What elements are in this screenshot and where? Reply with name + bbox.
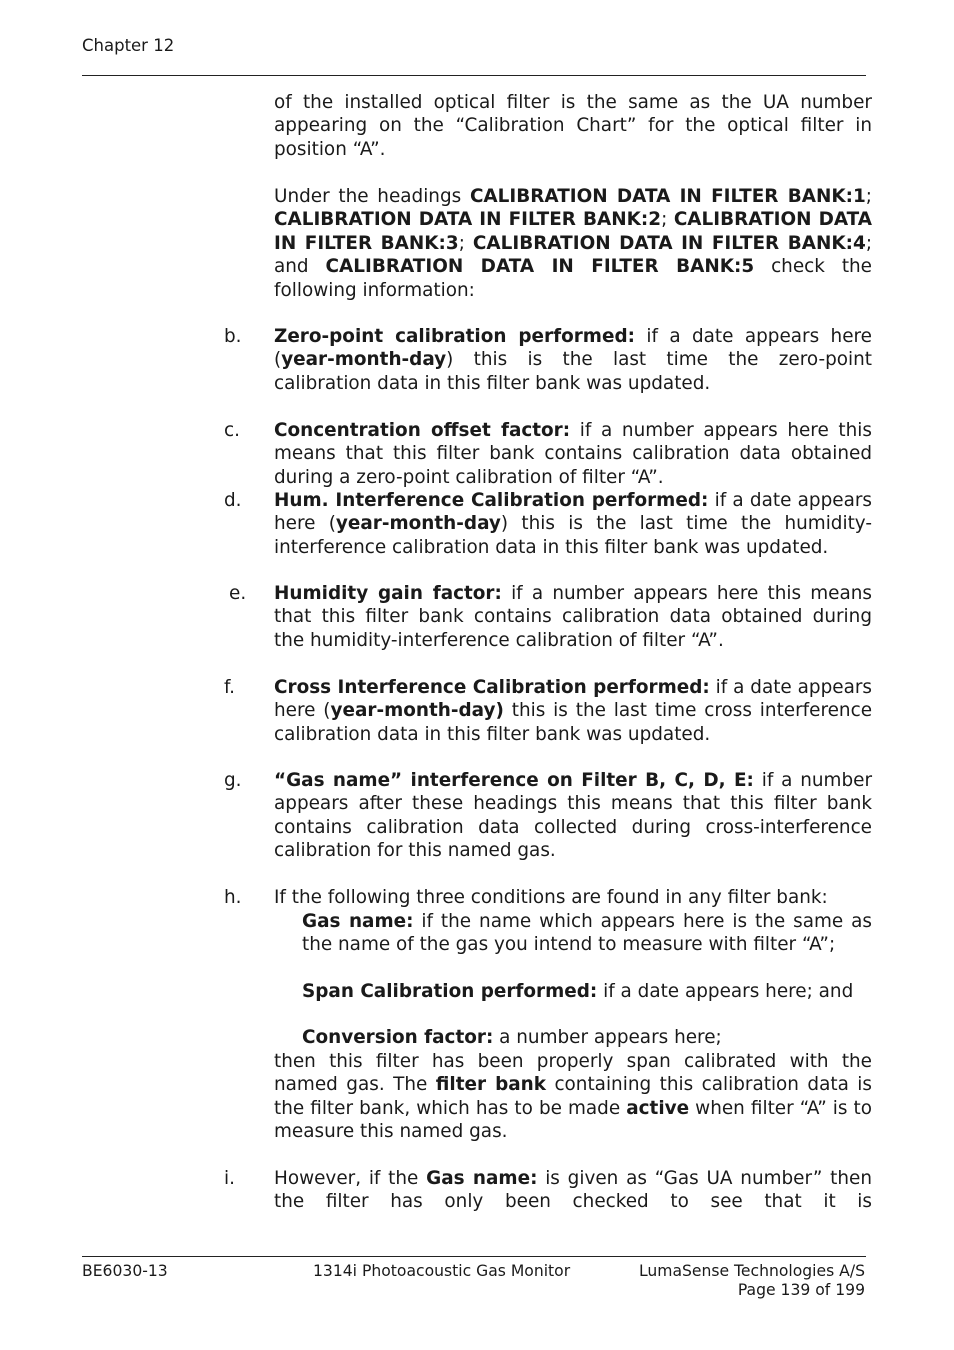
item-i-label: i. (224, 1168, 235, 1189)
item-b-label: b. (224, 326, 242, 347)
item-g-text: “Gas name” interference on Filter B, C, D, E: if a number appears after these headings this means that this filter bank contains calibration data collected during cross-interference calibration for this named gas. (274, 770, 873, 862)
item-h-label: h. (224, 887, 242, 908)
item-e-label: e. (229, 583, 247, 604)
item-f-text: Cross Interference Calibration performed: if a date appears here (year-month-day) this is the last time cross interference calibration data in this filter bank was updated. (274, 677, 873, 745)
item-e-text: Humidity gain factor: if a number appears here this means that this filter bank contains calibration data obtained during the humidity-interference calibration of filter “A”. (274, 583, 872, 651)
footer-company: LumaSense Technologies A/S (638, 1262, 865, 1280)
heading-bank-1: CALIBRATION DATA IN FILTER BANK:1 (469, 186, 866, 207)
heading-bank-2: CALIBRATION DATA IN FILTER BANK:2 (274, 209, 662, 231)
headings-paragraph: Under the headings CALIBRATION DATA IN FILTER BANK:1; CALIBRATION DATA IN FILTER BANK:2; CALIBRATION DATA IN FILTER BANK:3; CALIBRATION DATA IN FILTER BANK:4; and CALIBRATION DATA IN FILTER BANK:5 check the following information: (274, 186, 873, 301)
item-f-label: f. (224, 677, 235, 698)
heading-bank-5: CALIBRATION DATA IN FILTER BANK:5 (325, 256, 755, 278)
item-i-text: However, if the Gas name: is given as “Gas UA number” then the filter has only been checked to see that it is (274, 1168, 872, 1213)
condition-gas-name: Gas name: if the name which appears here is the same as the name of the gas you intend to measure with filter “A”; (302, 911, 872, 956)
condition-span-calibration: Span Calibration performed: if a date appears here; and (302, 981, 854, 1002)
footer-page-number: Page 139 of 199 (737, 1281, 865, 1299)
item-c-label: c. (224, 420, 240, 441)
item-h-conclusion: then this filter has been properly span calibrated with the named gas. The filter bank containing this calibration data is the filter bank, which has to be made active when filter “A” is to measure this named gas. (274, 1051, 872, 1143)
footer-doc-code: BE6030-13 (82, 1262, 168, 1280)
condition-conversion-factor: Conversion factor: a number appears here; (302, 1027, 722, 1048)
item-h-intro: If the following three conditions are found in any filter bank: (274, 887, 828, 908)
item-c-text: Concentration offset factor: if a number appears here this means that this filter bank contains calibration data obtained during a zero-point calibration of filter “A”. (274, 420, 872, 488)
intro-paragraph: of the installed optical filter is the same as the UA number appearing on the “Calibration Chart” for the optical filter in position “A”. (274, 92, 872, 160)
heading-bank-3: CALIBRATION DATA IN FILTER BANK:3 (274, 209, 873, 254)
heading-bank-4: CALIBRATION DATA IN FILTER BANK:4 (472, 232, 866, 254)
footer-divider (82, 1256, 866, 1257)
header-divider (82, 75, 866, 76)
chapter-header: Chapter 12 (82, 36, 175, 55)
item-d-text: Hum. Interference Calibration performed: if a date appears here (year-month-day) this is the last time the humidity-interference calibration data in this filter bank was updated. (274, 490, 872, 558)
item-b-text: Zero-point calibration performed: if a date appears here (year-month-day) this is the last time the zero-point calibration data in this filter bank was updated. (274, 326, 872, 394)
footer-product: 1314i Photoacoustic Gas Monitor (313, 1262, 571, 1280)
item-g-label: g. (224, 770, 242, 791)
item-d-label: d. (224, 490, 242, 511)
